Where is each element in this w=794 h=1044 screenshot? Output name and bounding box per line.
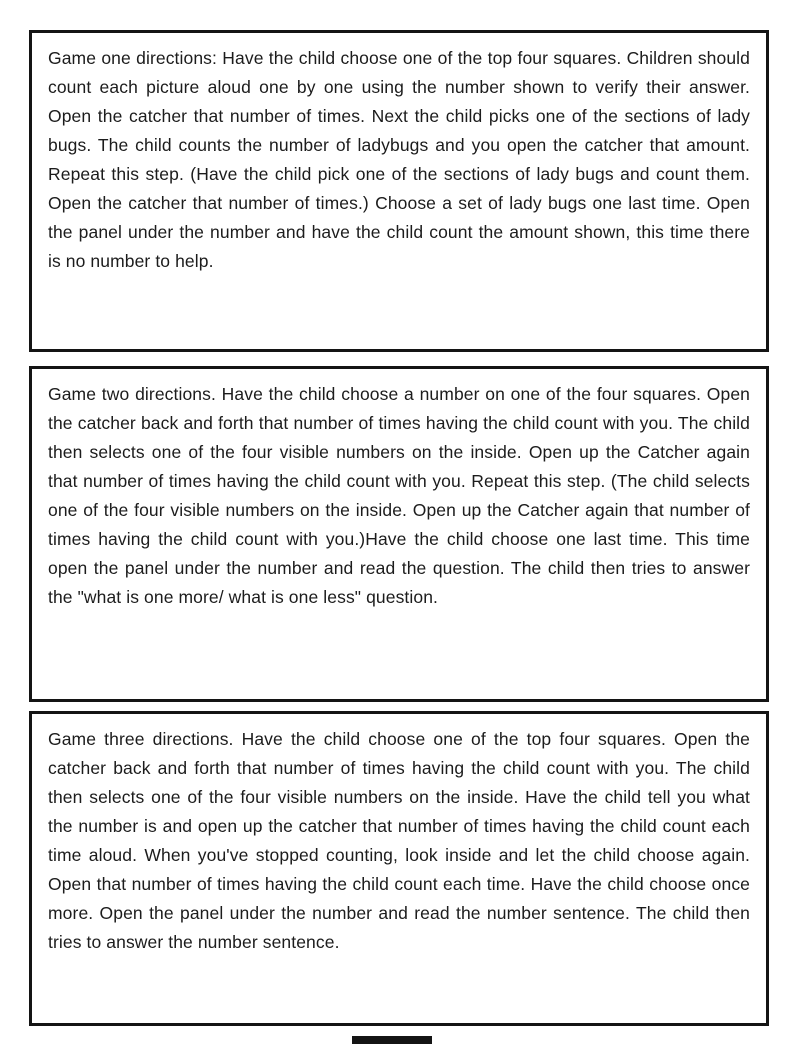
game-two-directions-box: [29, 366, 769, 702]
game-one-directions-box: [29, 30, 769, 352]
game-three-directions-box: [29, 711, 769, 1026]
game-three-directions-text: Game three directions. Have the child choose one of the top four squares. Open the catcher back and forth that number of times having the child count with you. The child then selects one of the four visible numbers on the inside. Have the child tell you what the number is and open up the catcher that number of times having the child count each time aloud. When you've stopped counting, look inside and let the child choose again. Open that number of times having the child count each time. Have the child choose once more. Open the panel under the number and read the number sentence. The child then tries to answer the number sentence.: [48, 729, 750, 952]
game-two-directions-text: Game two directions. Have the child choose a number on one of the four squares. Open the catcher back and forth that number of times having the child count with you. The child then selects one of the four visible numbers on the inside. Open up the Catcher again that number of times having the child count with you. Repeat this step. (The child selects one of the four visible numbers on the inside. Open up the Catcher again that number of times having the child count with you.)Have the child choose one last time. This time open the panel under the number and read the question. The child then tries to answer the "what is one more/ what is one less" question.: [48, 384, 750, 607]
next-box-border-fragment: [352, 1036, 432, 1044]
game-one-directions-text: Game one directions: Have the child choose one of the top four squares. Children should count each picture aloud one by one using the number shown to verify their answer. Open the catcher that number of times. Next the child picks one of the sections of lady bugs. The child counts the number of ladybugs and you open the catcher that amount. Repeat this step. (Have the child pick one of the sections of lady bugs and count them. Open the catcher that number of times.) Choose a set of lady bugs one last time. Open the panel under the number and have the child count the amount shown, this time there is no number to help.: [48, 48, 750, 271]
